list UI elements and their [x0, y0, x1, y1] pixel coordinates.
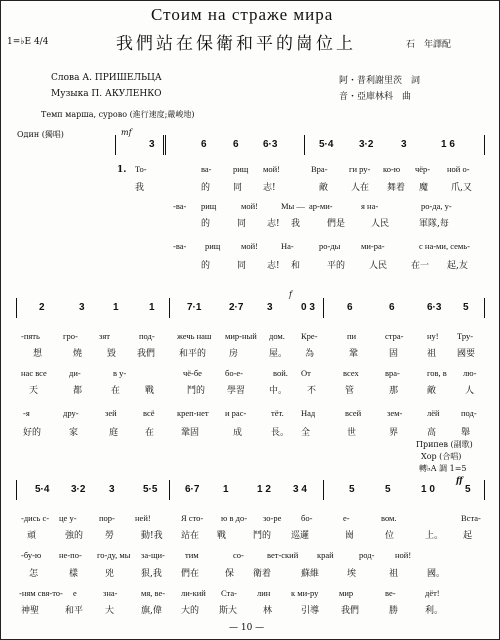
lyric-syllable: ди- — [69, 368, 81, 378]
lyric-syllable: креп-нет — [177, 408, 209, 418]
lyric-syllable: 位 — [385, 531, 395, 541]
lyric-syllable: 斯大 — [219, 606, 238, 616]
note: 0 3 — [301, 302, 315, 313]
note: 6·3 — [427, 302, 442, 313]
lyric-syllable: 神聖 — [21, 606, 40, 616]
lyric-syllable: 人民 — [371, 219, 390, 229]
page-number: — 10 — — [229, 623, 265, 633]
lyric-syllable: 的 — [201, 261, 211, 271]
lyric-syllable: 學習 — [227, 386, 246, 396]
lyric-syllable: 毀 — [107, 349, 117, 359]
lyric-syllable: 利。 — [425, 606, 444, 616]
lyric-syllable: 全 — [301, 428, 311, 438]
lyric-syllable: в у- — [113, 368, 127, 378]
note: 1 — [149, 302, 155, 313]
lyric-syllable: ро-ды — [319, 241, 341, 251]
barline — [484, 480, 485, 500]
lyric-syllable: ве- — [385, 588, 396, 598]
lyric-syllable: -бу-ю — [21, 550, 42, 560]
lyric-syllable: Ста- — [221, 588, 237, 598]
lyric-syllable: 鞏 — [349, 349, 359, 359]
key-signature: 1=♭E 4/4 — [7, 37, 49, 47]
lyric-syllable: пи — [347, 331, 357, 341]
lyric-syllable: 衛着 — [253, 569, 272, 579]
tempo-marking: Темп марша, сурово (進行速度;嚴峻地) — [41, 110, 195, 119]
note: 5 — [385, 484, 391, 495]
lyric-syllable: 蘇維 — [301, 569, 320, 579]
lyric-syllable: 戰 — [217, 531, 227, 541]
lyric-syllable: мир — [339, 588, 354, 598]
lyric-syllable: тим — [185, 550, 199, 560]
note: 5·4 — [35, 484, 50, 495]
lyric-syllable: со- — [233, 550, 244, 560]
note: 6 — [389, 302, 395, 313]
lyric-syllable: Над — [301, 408, 316, 418]
lyric-syllable: 在 — [111, 386, 121, 396]
lyric-syllable: е — [73, 588, 77, 598]
lyric-syllable: го-ду, мы — [97, 550, 131, 560]
lyric-syllable: 成 — [233, 428, 243, 438]
lyric-syllable: дру- — [63, 408, 79, 418]
verse-number: 1. — [117, 165, 127, 175]
lyric-syllable: рищ — [201, 201, 217, 211]
lyric-syllable: 的 — [201, 183, 211, 193]
lyric-syllable: жечь наш — [177, 331, 212, 341]
lyric-syllable: ко-ю — [383, 164, 401, 174]
lyric-syllable: 同 — [237, 219, 247, 229]
lyric-syllable: 敵 — [319, 183, 329, 193]
lyric-syllable: 志! — [263, 183, 276, 193]
lyric-syllable: под- — [139, 331, 155, 341]
lyric-syllable: мой! — [241, 241, 259, 251]
lyric-syllable: Мы — — [281, 201, 305, 211]
lyric-syllable: лин — [257, 588, 271, 598]
lyric-syllable: 志! — [267, 261, 280, 271]
lyric-syllable: нас все — [21, 368, 47, 378]
note: 3 — [267, 302, 273, 313]
lyric-syllable: 勝 — [389, 606, 399, 616]
lyric-syllable: 旗,偉 — [141, 606, 162, 616]
lyric-syllable: всей — [345, 408, 362, 418]
note: 2 — [39, 302, 45, 313]
note: 7·1 — [187, 302, 202, 313]
lyric-syllable: 同 — [233, 183, 243, 193]
lyric-syllable: 志! — [267, 219, 280, 229]
lyric-syllable: 巡邏 — [291, 531, 310, 541]
lyric-syllable: стра- — [385, 331, 404, 341]
lyric-syllable: 林 — [263, 606, 273, 616]
lyric-syllable: 和平的 — [179, 349, 207, 359]
note: 1 0 — [421, 484, 435, 495]
note: 3·2 — [71, 484, 86, 495]
barline — [484, 298, 485, 318]
lyric-syllable: -дись с- — [21, 513, 50, 523]
lyric-syllable: 鬥的 — [187, 386, 206, 396]
lyric-syllable: ар-ми- — [309, 201, 333, 211]
lyric-syllable: 平的 — [327, 261, 346, 271]
lyric-syllable: 祖 — [389, 569, 399, 579]
lyric-syllable: ной о- — [447, 164, 470, 174]
note: 6·3 — [263, 139, 278, 150]
note: 5 — [465, 484, 471, 495]
note: 3 — [79, 302, 85, 313]
lyric-syllable: род- — [359, 550, 375, 560]
lyric-syllable: 人在 — [351, 183, 370, 193]
lyric-syllable: рищ — [233, 164, 249, 174]
lyric-syllable: гро- — [63, 331, 78, 341]
modulation-label: 轉♭A 調 1=5 — [419, 464, 467, 473]
lyric-syllable: край — [317, 550, 334, 560]
lyric-syllable: рищ — [205, 241, 221, 251]
lyric-syllable: 起 — [463, 531, 473, 541]
lyric-syllable: 那 — [389, 386, 399, 396]
lyric-syllable: 鞏固 — [181, 428, 200, 438]
lyric-syllable: ми-ра- — [361, 241, 385, 251]
lyric-syllable: ной! — [395, 550, 412, 560]
translator: 石 年譯配 — [406, 40, 452, 50]
lyric-syllable: 天 — [29, 386, 39, 396]
lyric-syllable: 高 — [427, 428, 437, 438]
note: 1 6 — [441, 139, 455, 150]
lyric-syllable: 埃 — [347, 569, 357, 579]
lyric-syllable: тёт. — [271, 408, 284, 418]
lyric-syllable: чёр- — [415, 164, 431, 174]
lyric-syllable: 中。 — [269, 386, 288, 396]
lyric-syllable: зна- — [103, 588, 118, 598]
note: 6 — [201, 139, 207, 150]
lyric-syllable: 我們 — [137, 349, 156, 359]
title-russian: Стоим на страже мира — [151, 5, 334, 24]
lyric-syllable: и рас- — [225, 408, 247, 418]
lyric-syllable: 起,友 — [447, 261, 468, 271]
lyric-syllable: 我 — [135, 183, 145, 193]
lyric-syllable: 軍隊,每 — [419, 219, 449, 229]
title-chinese: 我們站在保衛和平的崗位上 — [116, 34, 356, 54]
lyric-syllable: 和平 — [65, 606, 84, 616]
lyricist-cn: 阿・普利謝里茨 詞 — [339, 76, 421, 86]
lyric-syllable: 舉 — [461, 428, 471, 438]
lyric-syllable: 在 — [145, 428, 155, 438]
lyric-syllable: пор- — [99, 513, 115, 523]
dynamic-f: f — [289, 290, 292, 299]
lyric-syllable: лёй — [427, 408, 440, 418]
note: 6·7 — [185, 484, 200, 495]
lyric-syllable: не-по- — [59, 550, 82, 560]
lyric-syllable: ли-кий — [181, 588, 206, 598]
lyric-syllable: -пять — [21, 331, 40, 341]
lyric-syllable: 引導 — [301, 606, 320, 616]
lyric-syllable: 國。 — [427, 569, 446, 579]
repeat-barline — [163, 135, 166, 155]
lyric-syllable: к ми-ру — [291, 588, 319, 598]
lyric-syllable: дёт! — [425, 588, 440, 598]
lyric-syllable: це у- — [59, 513, 77, 523]
lyric-syllable: 同 — [237, 261, 247, 271]
note: 6 — [233, 139, 239, 150]
lyric-syllable: 祖 — [427, 349, 437, 359]
note: 1 — [223, 484, 229, 495]
lyric-syllable: Вра- — [311, 164, 328, 174]
lyric-syllable: 都 — [73, 386, 83, 396]
lyric-syllable: 國要 — [457, 349, 476, 359]
lyric-syllable: 在一 — [411, 261, 430, 271]
lyric-syllable: 固 — [389, 349, 399, 359]
note: 5·4 — [319, 139, 334, 150]
lyric-syllable: 家 — [69, 428, 79, 438]
lyric-syllable: ю в до- — [221, 513, 248, 523]
lyric-syllable: 人民 — [369, 261, 388, 271]
lyric-syllable: 長。 — [271, 428, 290, 438]
lyric-syllable: Я сто- — [181, 513, 204, 523]
lyric-syllable: 界 — [389, 428, 399, 438]
lyric-syllable: Тру- — [457, 331, 474, 341]
lyric-syllable: 不 — [307, 386, 317, 396]
lyric-syllable: 和 — [291, 261, 301, 271]
lyric-syllable: вом. — [381, 513, 397, 523]
lyric-syllable: 世 — [347, 428, 357, 438]
lyric-syllable: под- — [461, 408, 477, 418]
lyric-syllable: за-щи- — [141, 550, 165, 560]
choir-label: Хор (合唱) — [421, 452, 462, 461]
lyric-syllable: От — [301, 368, 311, 378]
lyric-syllable: чё-бе — [183, 368, 202, 378]
lyric-syllable: 想 — [33, 349, 43, 359]
lyric-syllable: 兇 — [105, 569, 115, 579]
barline — [115, 135, 116, 155]
lyric-syllable: Вста- — [461, 513, 481, 523]
composer-cn: 音・亞庫林科 曲 — [339, 92, 412, 102]
lyric-syllable: 站在 — [181, 531, 200, 541]
lyric-syllable: 庭 — [109, 428, 119, 438]
lyric-syllable: вой. — [273, 368, 288, 378]
lyric-syllable: зей — [105, 408, 117, 418]
lyric-syllable: -я — [23, 408, 30, 418]
lyric-syllable: 我們 — [341, 606, 360, 616]
barline — [304, 135, 305, 155]
lyric-syllable: Кре- — [301, 331, 318, 341]
lyric-syllable: -ням свя-то- — [19, 588, 63, 598]
lyric-syllable: 勞 — [105, 531, 115, 541]
lyric-syllable: дом. — [269, 331, 285, 341]
note: 1 2 — [257, 484, 271, 495]
lyric-syllable: 怎 — [29, 569, 39, 579]
lyric-syllable: ней! — [135, 513, 151, 523]
lyric-syllable: 的 — [201, 219, 211, 229]
lyric-syllable: я на- — [361, 201, 379, 211]
lyric-syllable: с на-ми, семь- — [419, 241, 470, 251]
lyric-syllable: 爪,又 — [451, 183, 472, 193]
lyric-syllable: лю- — [463, 368, 477, 378]
note: 1 — [113, 302, 119, 313]
lyric-syllable: бо- — [301, 513, 313, 523]
barline — [323, 480, 324, 500]
lyric-syllable: 崗 — [345, 531, 355, 541]
lyric-syllable: вет-ский — [267, 550, 299, 560]
lyric-syllable: мой! — [263, 164, 281, 174]
lyric-syllable: мой! — [241, 201, 259, 211]
note: 3 — [109, 484, 115, 495]
lyric-syllable: 大 — [105, 606, 115, 616]
lyric-syllable: На- — [281, 241, 294, 251]
dynamic-mf: mf — [121, 128, 132, 137]
lyric-syllable: 上。 — [425, 531, 444, 541]
lyric-syllable: вра- — [385, 368, 400, 378]
lyricist-ru: Слова А. ПРИШЕЛЬЦА — [51, 73, 162, 83]
lyric-syllable: 敵 — [427, 386, 437, 396]
lyric-syllable: 房 — [229, 349, 239, 359]
note: 5 — [463, 302, 469, 313]
lyric-syllable: 鬥的 — [253, 531, 272, 541]
lyric-syllable: -ва- — [173, 241, 187, 251]
lyric-syllable: мя, ве- — [141, 588, 166, 598]
lyric-syllable: зо-ре — [263, 513, 282, 523]
lyric-syllable: 為 — [305, 349, 315, 359]
lyric-syllable: ва- — [201, 164, 212, 174]
lyric-syllable: 燒 — [73, 349, 83, 359]
lyric-syllable: 舞着 — [387, 183, 406, 193]
composer-ru: Музыка П. АКУЛЕНКО — [51, 89, 162, 99]
lyric-syllable: 強的 — [65, 531, 84, 541]
lyric-syllable: 們在 — [181, 569, 200, 579]
note: 3 — [401, 139, 407, 150]
barline — [484, 135, 485, 155]
lyric-syllable: 管 — [345, 386, 355, 396]
note: 5 — [349, 484, 355, 495]
lyric-syllable: 狠,我 — [141, 569, 162, 579]
lyric-syllable: гов, в — [427, 368, 447, 378]
note: 3·2 — [359, 139, 374, 150]
lyric-syllable: 們是 — [327, 219, 346, 229]
lyric-syllable: ги ру- — [349, 164, 371, 174]
lyric-syllable: 動!我 — [141, 531, 163, 541]
lyric-syllable: 樣 — [69, 569, 79, 579]
lyric-syllable: -ва- — [173, 201, 187, 211]
lyric-syllable: 大的 — [181, 606, 200, 616]
note: 2·7 — [229, 302, 244, 313]
lyric-syllable: 魔 — [419, 183, 429, 193]
lyric-syllable: 頑 — [27, 531, 37, 541]
barline — [16, 298, 17, 318]
barline — [169, 298, 170, 318]
lyric-syllable: 我 — [291, 219, 301, 229]
lyric-syllable: 保 — [225, 569, 235, 579]
note: 5·5 — [143, 484, 158, 495]
note: 3 — [149, 139, 155, 150]
barline — [16, 480, 17, 500]
solo-label: Один (獨唱) — [17, 130, 64, 139]
lyric-syllable: зят — [99, 331, 110, 341]
lyric-syllable: ну! — [427, 331, 439, 341]
lyric-syllable: зем- — [387, 408, 403, 418]
lyric-syllable: 人 — [465, 386, 475, 396]
note: 6 — [347, 302, 353, 313]
lyric-syllable: всех — [343, 368, 359, 378]
lyric-syllable: 戰 — [145, 386, 155, 396]
barline — [323, 298, 324, 318]
chorus-label: Припев (副歌) — [416, 440, 473, 449]
lyric-syllable: е- — [343, 513, 350, 523]
barline — [169, 480, 170, 500]
lyric-syllable: всё — [143, 408, 155, 418]
lyric-syllable: бо-е- — [225, 368, 244, 378]
lyric-syllable: 屋。 — [269, 349, 288, 359]
dynamic-ff: ff — [456, 475, 463, 485]
lyric-syllable: мир-ный — [225, 331, 257, 341]
note: 3 4 — [293, 484, 307, 495]
lyric-syllable: То- — [135, 164, 147, 174]
lyric-syllable: 好的 — [23, 428, 42, 438]
lyric-syllable: ро-да, у- — [421, 201, 452, 211]
